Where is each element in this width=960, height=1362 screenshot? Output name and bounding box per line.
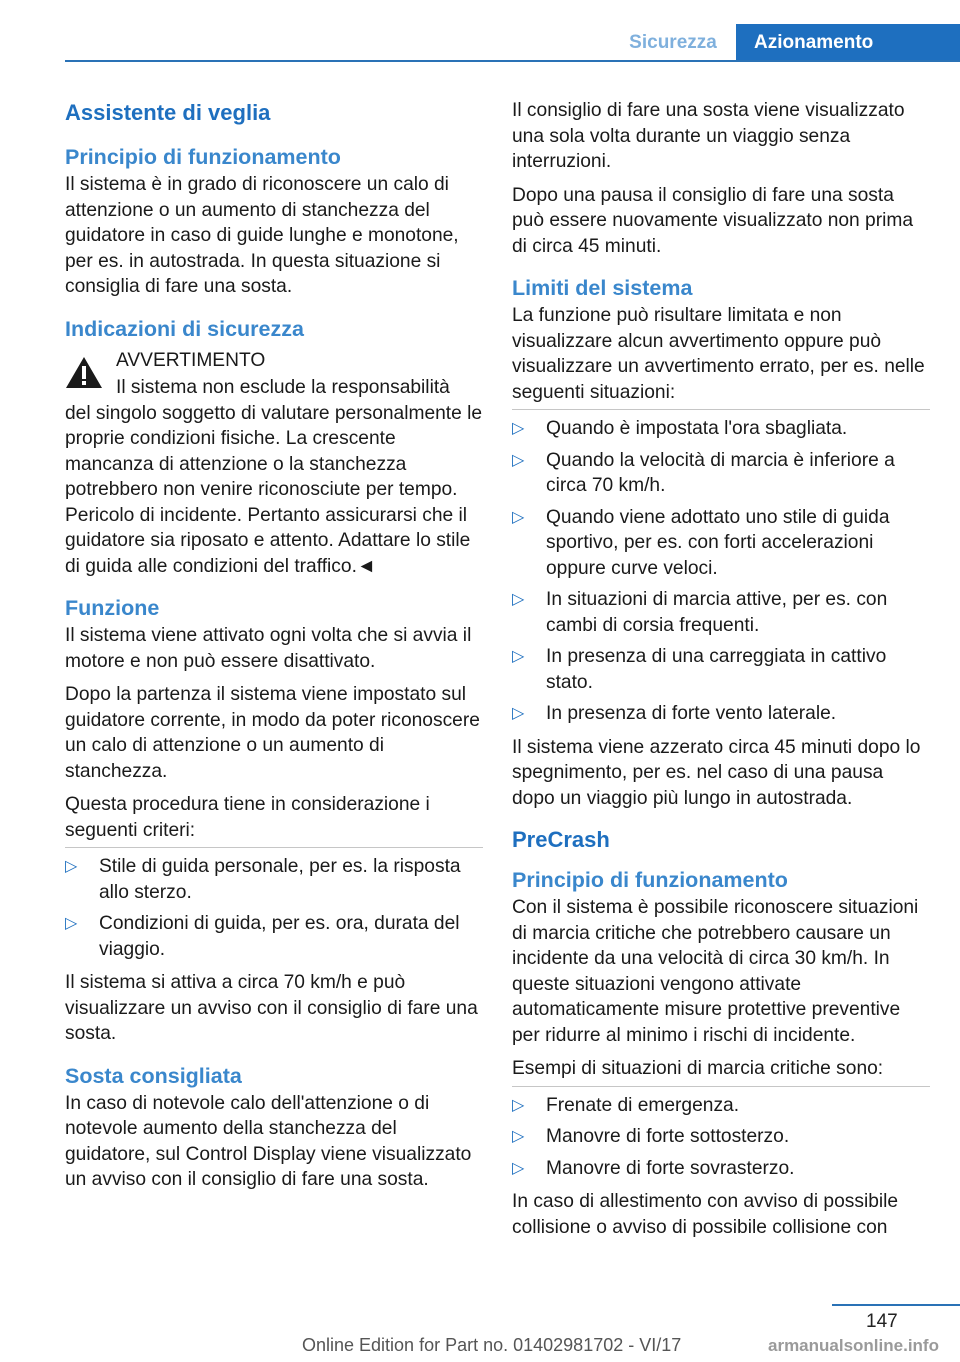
paragraph: Il consiglio di fare una sosta viene visualizzato una sola volta durante un viaggio senza interruzioni. (512, 100, 905, 172)
section-limiti (512, 273, 930, 811)
list-item: ▷ Condizioni di guida, per es. ora, durata del viaggio. (65, 913, 460, 960)
warning-text: del singolo soggetto di valutare personalmente le proprie condizioni fisiche. La crescente mancanza di attenzione o la stanchezza potrebbero non venire riconosciute per tempo. Pericolo di incidente. Pertanto assicurarsi che il guidatore sia riposato e attento. Adattare lo stile di guida alle condizioni del traffico.◄ (65, 402, 483, 577)
subsection-title-principio-precrash: Principio di funzionamento (512, 868, 788, 892)
list-item: ▷ Quando la velocità di marcia è inferiore a circa 70 km/h. (512, 449, 895, 496)
subsection-title-funzione: Funzione (65, 596, 160, 620)
list-item: ▷ In situazioni di marcia attive, per es. con cambi di corsia frequenti. (512, 589, 888, 636)
section-sicurezza (65, 314, 483, 580)
paragraph: Dopo la partenza il sistema viene impostato sul guidatore corrente, in modo da poter riconoscere un calo di attenzione o un aumento di stanchezza. (65, 684, 480, 782)
section-principio (65, 142, 483, 300)
paragraph: In caso di notevole calo dell'attenzione o di notevole aumento della stanchezza del guidatore, sul Control Display viene visualizzato un avviso con il consiglio di fare una sosta. (65, 1092, 472, 1190)
warning-heading: AVVERTIMENTO (116, 349, 266, 371)
paragraph: Il sistema viene azzerato circa 45 minuti dopo lo spegnimento, per es. nel caso di una pausa dopo un viaggio più lungo in autostrada. (512, 736, 921, 809)
warning-block (65, 348, 483, 580)
triangle-bullet-icon: ▷ (512, 1128, 525, 1145)
paragraph: In caso di allestimento con avviso di possibile collisione o avviso di possibile collisione con (512, 1191, 899, 1238)
section-title-precrash: PreCrash (512, 827, 610, 852)
list-item: ▷ Quando è impostata l'ora sbagliata. (512, 416, 930, 442)
triangle-bullet-icon: ▷ (65, 915, 78, 932)
paragraph: Il sistema è in grado di riconoscere un calo di attenzione o un aumento di stanchezza del guidatore in caso di guide lunghe e monotone, per es. in autostrada. In questa situazione si consiglia di fare una sosta. (65, 174, 459, 297)
list-item: ▷ In presenza di forte vento laterale. (512, 701, 930, 727)
triangle-bullet-icon: ▷ (512, 705, 525, 722)
list-item: ▷ Manovre di forte sovrasterzo. (512, 1156, 930, 1182)
triangle-bullet-icon: ▷ (512, 1096, 525, 1114)
list-separator (512, 1086, 930, 1087)
paragraph: La funzione può risultare limitata e non visualizzare alcun avvertimento oppure può visualizzare un avvertimento errato, per es. nelle seguenti situazioni: (512, 305, 925, 403)
triangle-bullet-icon: ▷ (65, 858, 78, 875)
right-column (512, 98, 930, 1248)
subsection-title-sicurezza: Indicazioni di sicurezza (65, 316, 304, 341)
paragraph: Questa procedura tiene in considerazione i seguenti criteri: (65, 794, 430, 841)
critical-situations-list (512, 1093, 930, 1182)
footer-divider (832, 1304, 960, 1306)
tab-azionamento[interactable]: Azionamento (736, 24, 960, 62)
watermark: armanualsonline.info (768, 1336, 939, 1355)
list-item: ▷ Manovre di forte sottosterzo. (512, 1124, 930, 1150)
paragraph: Il sistema viene attivato ogni volta che si avvia il motore e non può essere disattivato. (65, 625, 472, 672)
warning-triangle-icon (65, 356, 103, 389)
section-sosta (65, 1061, 483, 1193)
triangle-bullet-icon: ▷ (512, 648, 525, 665)
header-divider (65, 60, 960, 62)
page-number: 147 (866, 1311, 898, 1332)
triangle-bullet-icon: ▷ (512, 591, 525, 608)
subsection-title-principio: Principio di funzionamento (65, 145, 341, 169)
triangle-bullet-icon: ▷ (512, 420, 525, 437)
section-title-assistente: Assistente di veglia (65, 100, 271, 125)
subsection-title-sosta: Sosta consigliata (65, 1063, 242, 1088)
section-funzione (65, 593, 483, 1047)
subsection-title-limiti: Limiti del sistema (512, 276, 693, 300)
list-item: ▷ Frenate di emergenza. (512, 1093, 930, 1119)
tab-sicurezza[interactable]: Sicurezza (629, 32, 717, 53)
section-precrash (512, 825, 930, 1240)
triangle-bullet-icon: ▷ (512, 508, 525, 526)
paragraph: Con il sistema è possibile riconoscere situazioni di marcia critiche che potrebbero causare un incidente da una velocità di circa 30 km/h. In queste situazioni vengono attivate automaticamente misure protettive preventive per ridurre al minimo i rischi di incidente. (512, 897, 919, 1046)
paragraph: Dopo una pausa il consiglio di fare una sosta può essere nuovamente visualizzato non prima di circa 45 minuti. (512, 184, 914, 257)
paragraph: Esempi di situazioni di marcia critiche sono: (512, 1058, 884, 1079)
edition-note: Online Edition for Part no. 01402981702 - VI/17 (302, 1335, 682, 1355)
list-item: ▷ Quando viene adottato uno stile di guida sportivo, per es. con forti accelerazioni oppure curve veloci. (512, 506, 890, 579)
left-column (65, 98, 483, 1201)
list-separator (65, 847, 483, 848)
triangle-bullet-icon: ▷ (512, 1159, 525, 1177)
paragraph: Il sistema si attiva a circa 70 km/h e può visualizzare un avviso con il consiglio di fare una sosta. (65, 972, 478, 1044)
list-separator (512, 409, 930, 410)
triangle-bullet-icon: ▷ (512, 451, 525, 469)
criteria-list (65, 854, 483, 962)
warning-line1: Il sistema non esclude la responsabilità (116, 377, 450, 398)
list-item: ▷ In presenza di una carreggiata in cattivo stato. (512, 646, 887, 693)
list-item: ▷ Stile di guida personale, per es. la risposta allo sterzo. (65, 856, 461, 903)
limits-list (512, 416, 930, 727)
